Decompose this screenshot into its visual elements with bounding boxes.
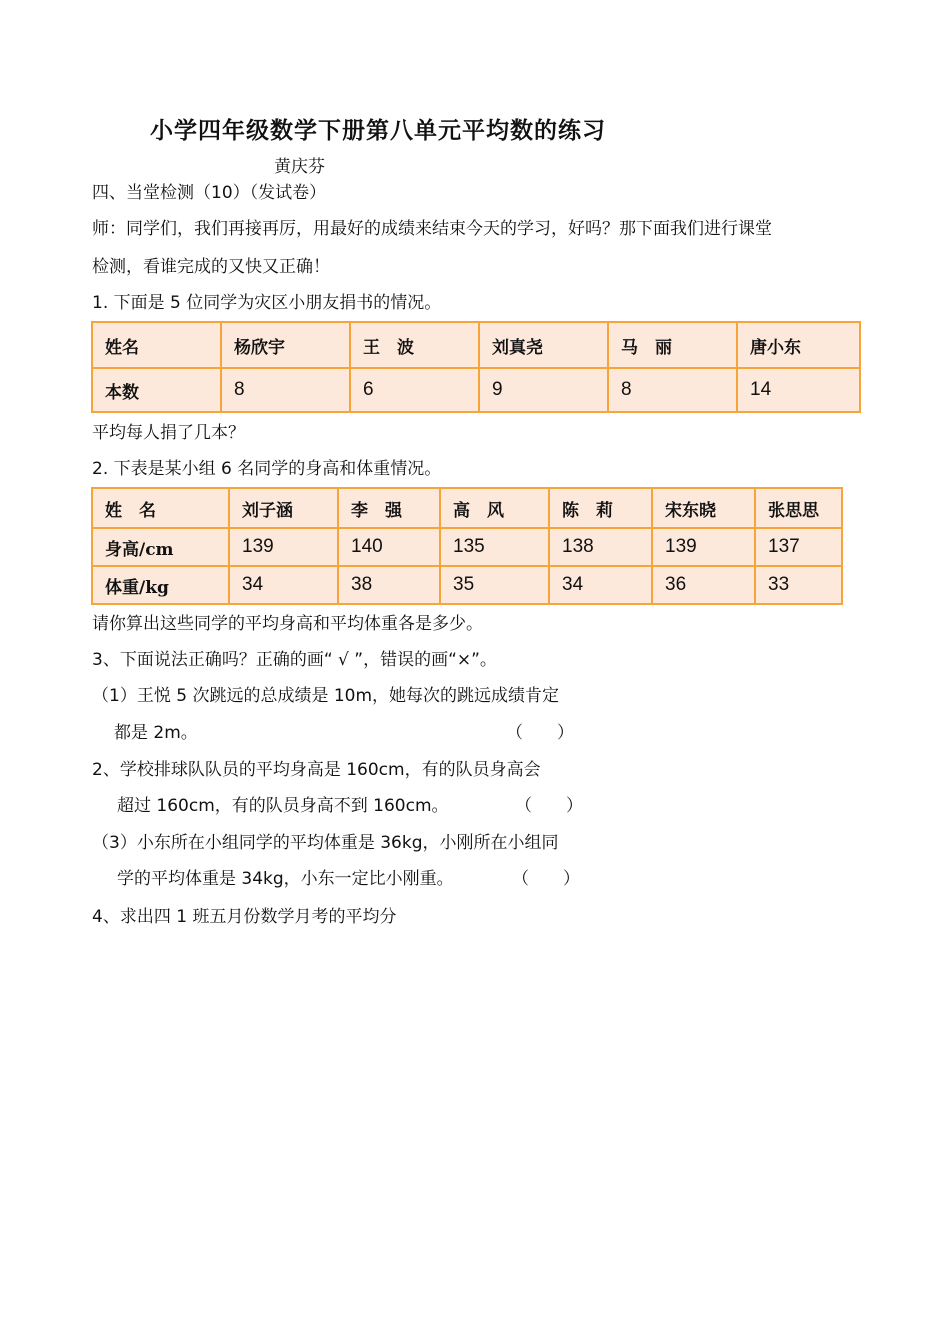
value-cell: 139 bbox=[229, 528, 338, 566]
value-cell: 6 bbox=[350, 368, 479, 412]
name-cell: 张思思 bbox=[755, 488, 842, 528]
q3-item2-line1: 2、学校排球队队员的平均身高是 160cm，有的队员身高会 bbox=[92, 760, 541, 780]
value-cell: 139 bbox=[652, 528, 755, 566]
name-cell: 陈 莉 bbox=[549, 488, 652, 528]
name-cell: 高 风 bbox=[440, 488, 549, 528]
table-row bbox=[92, 528, 842, 566]
q3-prompt: 3、下面说法正确吗？正确的画“ √ ”，错误的画“×”。 bbox=[92, 650, 497, 670]
value-cell: 138 bbox=[549, 528, 652, 566]
q3-item3-line2: 学的平均体重是 34kg，小东一定比小刚重。 bbox=[117, 869, 454, 889]
value-cell: 135 bbox=[440, 528, 549, 566]
q4-prompt: 4、求出四 1 班五月份数学月考的平均分 bbox=[92, 907, 397, 927]
table-row bbox=[92, 488, 842, 528]
q2-question: 请你算出这些同学的平均身高和平均体重各是多少。 bbox=[92, 614, 483, 634]
name-cell: 杨欣宇 bbox=[221, 322, 350, 368]
q1-question: 平均每人捐了几本？ bbox=[92, 423, 245, 443]
name-cell: 李 强 bbox=[338, 488, 440, 528]
intro-line-2: 检测，看谁完成的又快又正确！ bbox=[92, 257, 330, 277]
value-cell: 34 bbox=[229, 566, 338, 604]
name-cell: 王 波 bbox=[350, 322, 479, 368]
intro-line-1: 师：同学们，我们再接再厉，用最好的成绩来结束今天的学习，好吗？那下面我们进行课堂 bbox=[92, 219, 772, 239]
header-cell: 姓名 bbox=[92, 322, 221, 368]
name-cell: 刘子涵 bbox=[229, 488, 338, 528]
value-cell: 34 bbox=[549, 566, 652, 604]
q3-item3-line1: （3）小东所在小组同学的平均体重是 36kg，小刚所在小组同 bbox=[92, 833, 559, 853]
row-label-cell: 本数 bbox=[92, 368, 221, 412]
table-row bbox=[92, 566, 842, 604]
table-row bbox=[92, 322, 860, 368]
q3-item1-line2: 都是 2m。 bbox=[114, 723, 198, 743]
value-cell: 33 bbox=[755, 566, 842, 604]
answer-blank: （ ） bbox=[506, 723, 574, 743]
page-title: 小学四年级数学下册第八单元平均数的练习 bbox=[150, 118, 606, 144]
name-cell: 刘真尧 bbox=[479, 322, 608, 368]
name-cell: 马 丽 bbox=[608, 322, 737, 368]
value-cell: 140 bbox=[338, 528, 440, 566]
value-cell: 14 bbox=[737, 368, 860, 412]
answer-blank: （ ） bbox=[515, 796, 583, 816]
value-cell: 35 bbox=[440, 566, 549, 604]
table-row bbox=[92, 368, 860, 412]
donation-table bbox=[91, 321, 861, 413]
q2-prompt: 2. 下表是某小组 6 名同学的身高和体重情况。 bbox=[92, 459, 442, 479]
name-cell: 唐小东 bbox=[737, 322, 860, 368]
value-cell: 8 bbox=[608, 368, 737, 412]
section-heading: 四、当堂检测（10）（发试卷） bbox=[92, 183, 327, 203]
value-cell: 36 bbox=[652, 566, 755, 604]
q3-item2-line2: 超过 160cm，有的队员身高不到 160cm。 bbox=[117, 796, 449, 816]
answer-blank: （ ） bbox=[512, 869, 580, 889]
q1-prompt: 1. 下面是 5 位同学为灾区小朋友捐书的情况。 bbox=[92, 293, 442, 313]
q3-item1-line1: （1）王悦 5 次跳远的总成绩是 10m，她每次的跳远成绩肯定 bbox=[92, 686, 560, 706]
row-label-cell: 体重/kg bbox=[92, 566, 229, 604]
author-name: 黄庆芬 bbox=[274, 157, 325, 177]
value-cell: 9 bbox=[479, 368, 608, 412]
height-weight-table bbox=[91, 487, 843, 605]
row-label-cell: 身高/cm bbox=[92, 528, 229, 566]
value-cell: 137 bbox=[755, 528, 842, 566]
value-cell: 8 bbox=[221, 368, 350, 412]
header-cell: 姓 名 bbox=[92, 488, 229, 528]
name-cell: 宋东晓 bbox=[652, 488, 755, 528]
value-cell: 38 bbox=[338, 566, 440, 604]
